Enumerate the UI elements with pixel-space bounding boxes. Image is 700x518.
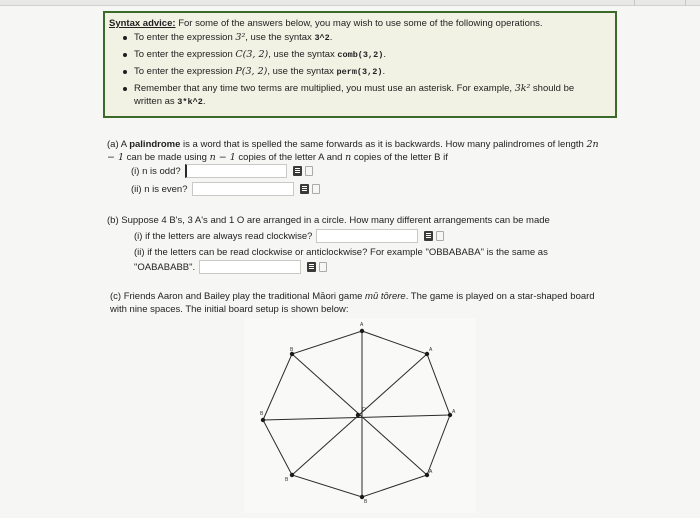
node-label: A [429, 469, 433, 475]
answer-row-a-i [131, 164, 313, 178]
node-label: B [364, 499, 368, 505]
tip-text: . [329, 32, 333, 43]
math-expression: n [345, 152, 352, 163]
syntax-advice-heading: Syntax advice: [109, 18, 176, 29]
answer-row-b-i [134, 229, 444, 243]
syntax-tip [123, 82, 603, 109]
math-expression: 2n − 1 [107, 139, 599, 163]
answer-row-a-ii [131, 182, 320, 196]
syntax-tip [123, 65, 603, 79]
answer-row-b-ii [134, 260, 327, 274]
preview-icon[interactable] [307, 262, 316, 272]
board-node-center [356, 413, 360, 417]
board-node [261, 418, 265, 422]
tip-syntax-code: 3*k^2 [177, 97, 203, 107]
node-label: B [260, 411, 264, 417]
tip-text: To enter the expression [134, 66, 236, 77]
window-top-edge [0, 0, 700, 6]
tip-text: , use the syntax [267, 66, 337, 77]
question-text: Friends Aaron and Bailey play the traditional Māori game [123, 291, 363, 302]
question-text: is a word that is spelled the same forwards as it is backwards. How many palindromes of length [183, 139, 584, 150]
tip-expression: C(3, 2) [235, 49, 269, 60]
game-name: mū tōrere [365, 291, 406, 302]
sub-question-label: "OABABABB". [134, 261, 196, 273]
part-label: (c) [110, 291, 122, 302]
check-icon[interactable] [305, 166, 313, 176]
game-board-figure [244, 318, 476, 513]
preview-icon[interactable] [424, 231, 433, 241]
answer-input-a-i[interactable] [185, 164, 287, 178]
syntax-advice-box [103, 11, 617, 118]
sub-question-label: (i) if the letters are always read clockwise? [134, 230, 313, 242]
node-label: A [429, 347, 433, 353]
tip-expression: 3² [235, 32, 246, 43]
game-board-diagram [244, 318, 476, 513]
syntax-tips-list [123, 31, 603, 112]
check-icon[interactable] [319, 262, 327, 272]
board-node [360, 329, 364, 333]
tip-text: , use the syntax [268, 49, 338, 60]
question-text: copies of the letter B if [353, 152, 448, 163]
question-part-b [107, 214, 603, 227]
answer-input-a-ii[interactable] [192, 182, 294, 196]
preview-icon[interactable] [300, 184, 309, 194]
tip-text: To enter the expression [134, 32, 236, 43]
tip-syntax-code: comb(3,2) [337, 50, 384, 60]
board-node [290, 473, 294, 477]
answer-input-b-i[interactable] [316, 229, 418, 243]
sub-question-b-ii [134, 246, 604, 259]
question-text: . The game is played on a star-shaped board [405, 291, 595, 302]
syntax-tip [123, 31, 603, 45]
center-node-label: O [362, 407, 366, 413]
question-text: with nine spaces. The initial board setup is shown below: [110, 304, 349, 315]
syntax-advice-intro: For some of the answers below, you may wish to use some of the following operations. [178, 18, 543, 29]
part-label: (a) [107, 139, 119, 150]
tip-text: Remember that any time two terms are multiplied, you must use an asterisk. For example, [134, 83, 515, 94]
part-label: (b) [107, 215, 119, 226]
sub-question-label: (i) n is odd? [131, 165, 181, 177]
question-part-c [110, 290, 606, 316]
question-text: Suppose 4 B's, 3 A's and 1 O are arranged in a circle. How many different arrangements can be made [121, 215, 550, 226]
syntax-advice-heading-line [109, 17, 543, 30]
tip-text: should be written as [134, 83, 575, 107]
board-nodes [261, 329, 452, 499]
tip-expression: P(3, 2) [235, 66, 268, 77]
tip-text: . [382, 66, 386, 77]
tip-syntax-code: perm(3,2) [336, 67, 383, 77]
node-label: A [452, 409, 456, 415]
key-term: palindrome [129, 139, 181, 150]
node-label: B [290, 347, 294, 353]
tip-text: , use the syntax [245, 32, 315, 43]
tip-text: . [202, 96, 206, 107]
question-text: can be made using [126, 152, 207, 163]
question-text: copies of the letter A and [238, 152, 343, 163]
check-icon[interactable] [312, 184, 320, 194]
question-text: A [120, 139, 127, 150]
sub-question-label: (ii) n is even? [131, 183, 188, 195]
question-part-a [107, 138, 603, 164]
node-label: B [285, 477, 289, 483]
tip-expression: 3k² [514, 83, 531, 94]
tip-syntax-code: 3^2 [314, 33, 330, 43]
tip-text: To enter the expression [134, 49, 236, 60]
tip-text: . [383, 49, 386, 60]
syntax-tip [123, 48, 603, 62]
node-label: A [360, 322, 364, 328]
check-icon[interactable] [436, 231, 444, 241]
sub-question-label: (ii) if the letters can be read clockwise or anticlockwise? For example "OBBABABA" is the same as [134, 247, 548, 258]
preview-icon[interactable] [293, 166, 302, 176]
math-expression: n − 1 [209, 152, 236, 163]
toolbar-edge [634, 0, 686, 5]
answer-input-b-ii[interactable] [199, 260, 301, 274]
